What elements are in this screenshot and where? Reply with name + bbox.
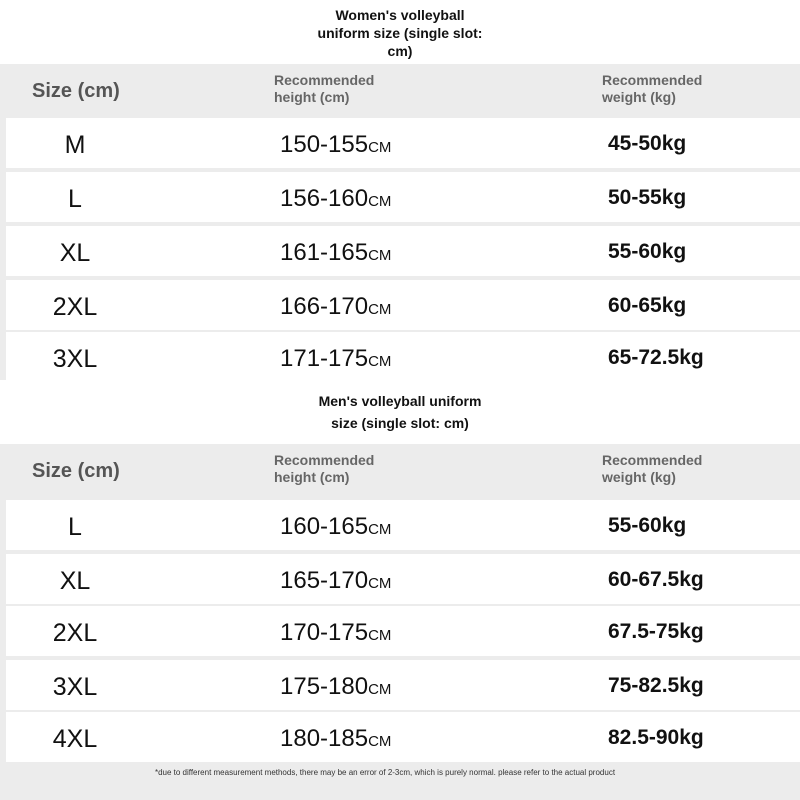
height-cell [280,619,391,647]
height-unit: CM [368,139,392,156]
height-unit: CM [368,681,392,698]
weight-cell: 45-50kg [608,132,687,155]
table-row [6,172,800,222]
weight-cell: 60-67.5kg [608,568,704,591]
weight-header-line: weight (kg) [602,469,676,485]
weight-cell: 67.5-75kg [608,620,704,643]
men-section-title [0,380,800,444]
weight-column-header [602,452,742,486]
height-cell [280,131,391,159]
height-cell [280,567,391,595]
size-cell: 3XL [52,673,98,701]
footnote: *due to different measurement methods, there may be an error of 2-3cm, which is purely normal. please refer to the actual product [154,768,616,777]
weight-cell: 55-60kg [608,240,687,263]
table-row [6,280,800,330]
size-cell: 4XL [52,725,98,753]
height-value: 166-170 [280,293,369,320]
height-unit: CM [368,301,392,318]
weight-cell: 65-72.5kg [608,346,704,369]
table-row [6,332,800,382]
height-cell [280,513,391,541]
men-title-line: Men's volleyball uniform [318,393,482,409]
height-value: 171-175 [280,345,369,372]
weight-cell: 50-55kg [608,186,687,209]
weight-cell: 60-65kg [608,294,687,317]
height-header-line: Recommended [274,452,375,468]
height-column-header [274,72,414,106]
table-row [6,660,800,710]
height-value: 175-180 [280,673,369,700]
height-unit: CM [368,353,392,370]
weight-cell: 75-82.5kg [608,674,704,697]
height-header-line: height (cm) [274,469,350,485]
table-row [6,118,800,168]
size-cell: XL [59,239,91,267]
height-cell [280,293,391,321]
height-value: 170-175 [280,619,369,646]
women-title-line: Women's volleyball [335,7,465,23]
table-row [6,712,800,762]
women-table-header [0,64,800,118]
women-title-line: cm) [387,43,413,59]
weight-header-line: weight (kg) [602,89,676,105]
height-unit: CM [368,575,392,592]
height-value: 165-170 [280,567,369,594]
women-title-line: uniform size (single slot: [317,25,483,41]
table-row [6,606,800,656]
size-cell: L [68,185,82,213]
height-unit: CM [368,521,392,538]
size-cell: 3XL [52,345,98,373]
men-table-header [0,444,800,498]
height-unit: CM [368,733,392,750]
height-value: 180-185 [280,725,369,752]
weight-header-line: Recommended [602,72,703,88]
size-column-header: Size (cm) [32,80,120,102]
height-cell [280,673,391,701]
height-cell [280,345,391,373]
height-header-line: height (cm) [274,89,350,105]
table-row [6,226,800,276]
size-cell: XL [59,567,91,595]
height-column-header [274,452,414,486]
height-unit: CM [368,247,392,264]
height-value: 156-160 [280,185,369,212]
height-cell [280,725,391,753]
size-cell: 2XL [52,619,98,647]
weight-column-header [602,72,742,106]
height-value: 150-155 [280,131,369,158]
height-unit: CM [368,193,392,210]
size-cell: 2XL [52,293,98,321]
weight-cell: 82.5-90kg [608,726,704,749]
height-cell [280,185,391,213]
height-value: 161-165 [280,239,369,266]
men-title-line: size (single slot: cm) [331,415,469,431]
height-unit: CM [368,627,392,644]
height-value: 160-165 [280,513,369,540]
women-section-title [0,0,800,64]
height-cell [280,239,391,267]
size-cell: M [64,131,86,159]
table-row [6,500,800,550]
weight-cell: 55-60kg [608,514,687,537]
size-column-header: Size (cm) [32,460,120,482]
size-cell: L [68,513,82,541]
height-header-line: Recommended [274,72,375,88]
table-row [6,554,800,604]
weight-header-line: Recommended [602,452,703,468]
